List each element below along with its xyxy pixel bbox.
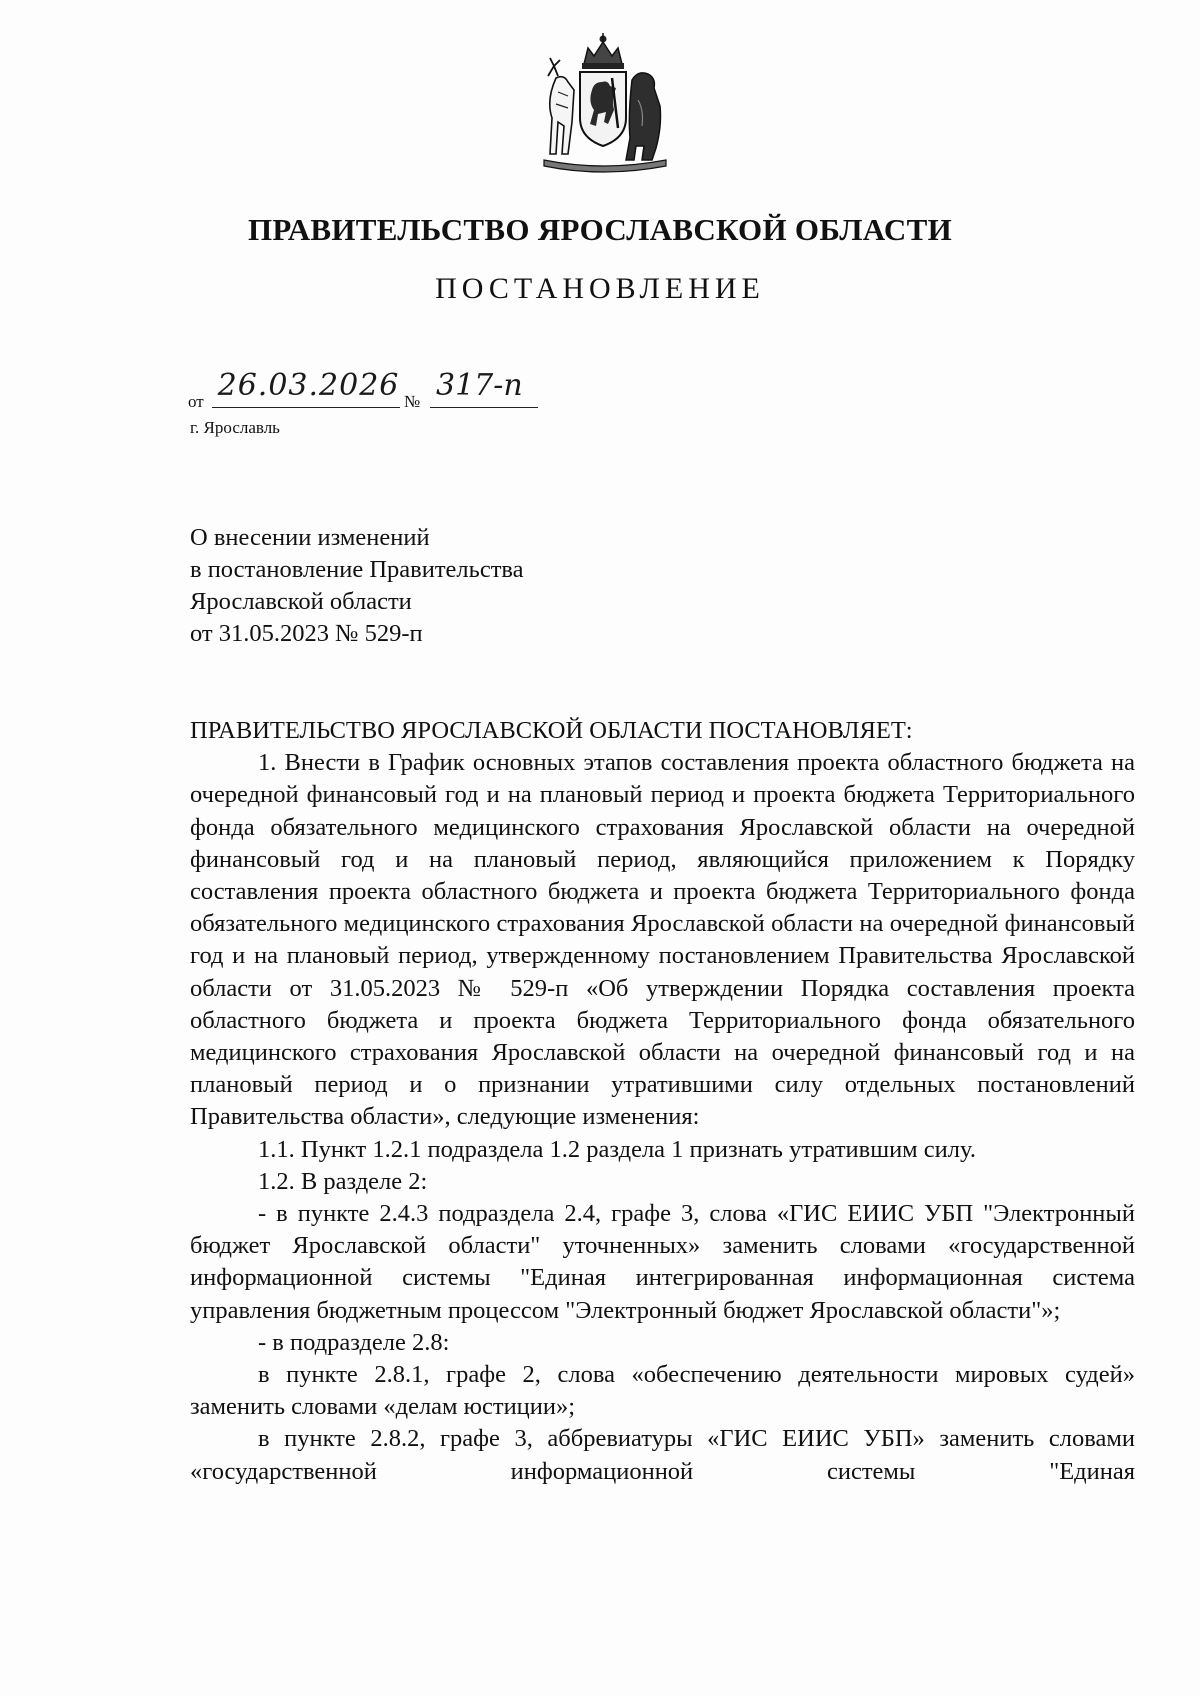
paragraph: 1.2. В разделе 2: [258,1167,428,1195]
resolution-heading: ПРАВИТЕЛЬСТВО ЯРОСЛАВСКОЙ ОБЛАСТИ ПОСТАНОВЛЯЕТ: [190,717,913,744]
paragraph: - в подразделе 2.8: [258,1328,450,1356]
coat-of-arms-icon [528,30,678,180]
document-subject [190,522,524,650]
subject-line: от 31.05.2023 № 529-п [190,620,423,647]
subject-line: О внесении изменений [190,524,430,551]
paragraph: - в пункте 2.4.3 подраздела 2.4, графе 3, слова «ГИС ЕИИС УБП "Электронный бюджет Ярославской области" уточненных» заменить словами «государственной информационной системы "Единая интегрированная информационная система управления бюджетным процессом "Электронный бюджет Ярославской области"»; [190,1200,1135,1324]
date-prefix: от [188,392,204,411]
organization-title: ПРАВИТЕЛЬСТВО ЯРОСЛАВСКОЙ ОБЛАСТИ [248,212,952,247]
number-underline [430,407,538,408]
handwritten-date: 26.03.2026 [217,368,400,403]
document-type: ПОСТАНОВЛЕНИЕ [435,272,765,305]
document-body [190,715,1135,1488]
subject-line: Ярославской области [190,588,412,615]
paragraph: 1.1. Пункт 1.2.1 подраздела 1.2 раздела 1 признать утратившим силу. [258,1135,976,1163]
date-number-line [188,368,588,414]
paragraph: в пункте 2.8.1, графе 2, слова «обеспечению деятельности мировых судей» заменить словами «делам юстиции»; [190,1361,1135,1421]
handwritten-number: 317-п [436,368,523,403]
paragraph: в пункте 2.8.2, графе 3, аббревиатуры «ГИС ЕИИС УБП» заменить словами «государственной информационной системы "Единая [190,1425,1135,1485]
number-prefix: № [404,392,421,411]
subject-line: в постановление Правительства [190,556,524,583]
city-label: г. Ярославль [190,418,280,437]
paragraph: 1. Внести в График основных этапов составления проекта областного бюджета на очередной финансовый год и на плановый период и проекта бюджета Территориального фонда обязательного медицинского страхования Ярославской области на очередной финансовый год и на плановый период, являющийся приложением к Порядку составления проекта областного бюджета и проекта бюджета Территориального фонда обязательного медицинского страхования Ярославской области на очередной финансовый год и на плановый период, утвержденному постановлением Правительства Ярославской области от 31.05.2023 № 529-п «Об утверждении Порядка составления проекта областного бюджета и проекта бюджета Территориального фонда обязательного медицинского страхования Ярославской области на очередной финансовый год и на плановый период и о признании утратившими силу отдельных постановлений Правительства области», следующие изменения: [190,749,1135,1131]
date-underline [212,407,400,408]
